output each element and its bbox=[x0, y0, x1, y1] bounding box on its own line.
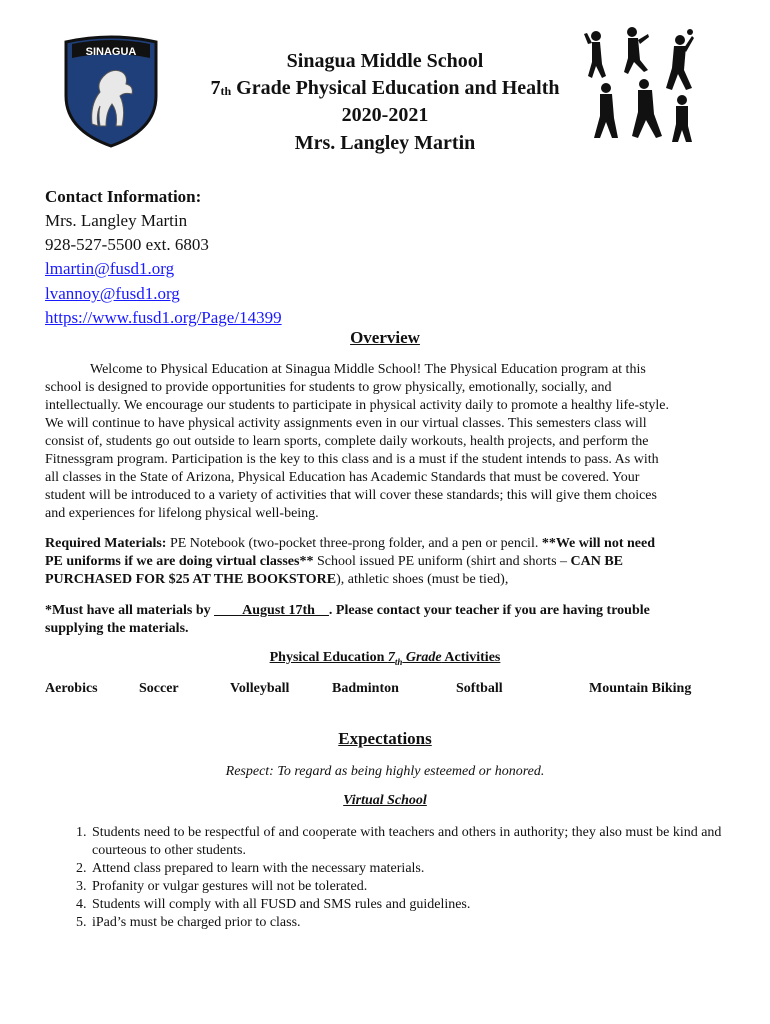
rule-item: 4. Students will comply with all FUSD and SMS rules and guidelines. bbox=[90, 896, 770, 914]
respect-definition: Respect: To regard as being highly esteemed or honored. bbox=[225, 764, 545, 779]
deadline-line: supplying the materials. bbox=[45, 621, 189, 636]
deadline-date: ____August 17th__ bbox=[214, 603, 329, 618]
rule-item: 2. Attend class prepared to learn with the necessary materials. bbox=[90, 860, 770, 878]
activity-item: Volleyball bbox=[230, 681, 290, 696]
materials-label: Required Materials: bbox=[45, 536, 167, 551]
overview-heading: Overview bbox=[350, 328, 420, 347]
materials-text: School issued PE uniform (shirt and shorts – bbox=[313, 554, 571, 569]
overview-line: intellectually. We encourage our students to participate in physical activity daily to promote a healthy life-style. bbox=[45, 398, 670, 413]
contact-name: Mrs. Langley Martin bbox=[45, 211, 188, 230]
course-title: $7_{th}$ Grade Physical Education and Health bbox=[210, 77, 560, 99]
overview-line: Welcome to Physical Education at Sinagua Middle School! The Physical Education program at this bbox=[90, 362, 646, 377]
rules-list bbox=[45, 824, 770, 932]
rule-item: 5. iPad’s must be charged prior to class. bbox=[90, 914, 770, 932]
overview-line: all classes in the State of Arizona, Physical Education has Academic Standards that must be covered. Your bbox=[45, 470, 640, 485]
overview-line: consist of, students go out outside to learn sports, complete daily workouts, health projects, and perform the bbox=[45, 434, 649, 449]
activity-item: Aerobics bbox=[45, 681, 98, 696]
website-link[interactable]: https://www.fusd1.org/Page/14399 bbox=[45, 308, 282, 327]
teacher-name: Mrs. Langley Martin bbox=[294, 132, 476, 154]
deadline-paragraph: *Must have all materials by ____August 17th__. Please contact your teacher if you are having trouble supplying the materials. bbox=[45, 602, 725, 638]
overview-paragraph bbox=[45, 361, 725, 523]
materials-text: ), athletic shoes (must be tied), bbox=[336, 572, 509, 587]
overview-line: school is designed to provide opportunities for students to grow physically, emotionally, socially, and bbox=[45, 380, 612, 395]
school-name: Sinagua Middle School bbox=[286, 50, 484, 72]
contact-phone: 928-527-5500 ext. 6803 bbox=[45, 235, 209, 254]
expectations-heading: Expectations bbox=[338, 729, 432, 748]
logo-text: SINAGUA bbox=[85, 46, 137, 58]
activity-item: Badminton bbox=[332, 681, 399, 696]
email-link-2[interactable]: lvannoy@fusd1.org bbox=[45, 284, 180, 303]
school-year: 2020-2021 bbox=[341, 104, 429, 126]
activities-heading: Physical Education $7_{th}$ Grade Activities bbox=[269, 650, 501, 667]
email-link-1[interactable]: lmartin@fusd1.org bbox=[45, 259, 175, 278]
overview-line: and experiences for lifelong physical well-being. bbox=[45, 506, 319, 521]
virtual-school-heading: Virtual School bbox=[343, 793, 427, 808]
activity-item: Soccer bbox=[139, 681, 179, 696]
materials-note: CAN BE bbox=[570, 554, 624, 569]
contact-heading: Contact Information: bbox=[45, 187, 202, 206]
materials-text: PE Notebook (two-pocket three-prong folder, and a pen or pencil. bbox=[166, 536, 542, 551]
overview-line: student will be introduced to a variety of activities that will cover these standards; this will give them choices bbox=[45, 488, 657, 503]
overview-line: Fitnessgram program. Participation is the key to this class and is a must if the student intends to pass. As with bbox=[45, 452, 659, 467]
materials-note: **We will not need bbox=[541, 536, 655, 551]
materials-paragraph bbox=[45, 535, 725, 589]
activity-item: Mountain Biking bbox=[589, 681, 692, 696]
materials-note: PE uniforms if we are doing virtual classes** bbox=[45, 554, 314, 569]
materials-note: PURCHASED FOR $25 AT THE BOOKSTORE bbox=[45, 572, 337, 587]
overview-line: We will continue to have physical activity assignments even in our virtual classes. This semesters class will bbox=[45, 416, 647, 431]
rule-item: 1. Students need to be respectful of and cooperate with teachers and others in authority; they also must be kind and courteous to other students. bbox=[90, 824, 770, 860]
activity-item: Softball bbox=[456, 681, 503, 696]
rule-item: 3. Profanity or vulgar gestures will not be tolerated. bbox=[90, 878, 770, 896]
